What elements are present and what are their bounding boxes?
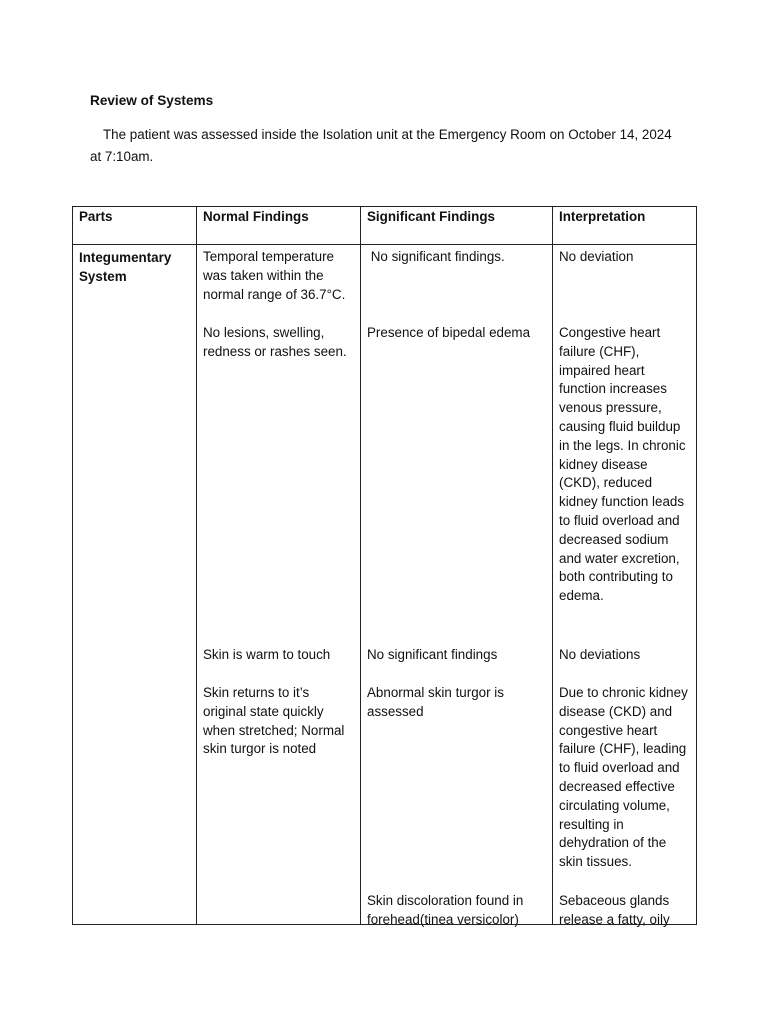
header-parts: Parts xyxy=(73,207,197,245)
normal-findings-cell xyxy=(197,245,361,925)
significant-finding: Skin discoloration found in forehead(tinea versicolor) xyxy=(367,893,528,927)
header-significant-findings: Significant Findings xyxy=(361,207,553,245)
parts-cell xyxy=(73,245,197,925)
intro-paragraph: The patient was assessed inside the Isolation unit at the Emergency Room on October 14, 2024 at 7:10am. xyxy=(90,127,672,164)
interpretation: No deviations xyxy=(559,647,641,662)
interpretation: Sebaceous glands release a fatty, oily xyxy=(559,893,673,927)
normal-finding: No lesions, swelling, redness or rashes seen. xyxy=(203,325,347,359)
normal-finding: Skin returns to it’s original state quickly when stretched; Normal skin turgor is noted xyxy=(203,685,349,757)
review-of-systems-table xyxy=(72,206,697,925)
significant-finding: No significant findings. xyxy=(367,249,505,264)
table-header-row xyxy=(73,207,697,245)
significant-finding: Presence of bipedal edema xyxy=(367,325,531,340)
significant-finding: Abnormal skin turgor is assessed xyxy=(367,685,508,719)
interpretation: Due to chronic kidney disease (CKD) and congestive heart failure (CHF), leading to fluid overload and decreased effective circulating volume, resulting in dehydration of the skin tissues. xyxy=(559,685,692,870)
table-row xyxy=(73,245,697,925)
significant-findings-cell xyxy=(361,245,553,925)
significant-finding: No significant findings xyxy=(367,647,498,662)
header-interpretation: Interpretation xyxy=(553,207,697,245)
part-name: Integumentary System xyxy=(79,250,172,284)
normal-finding: Temporal temperature was taken within the normal range of 36.7°C. xyxy=(203,249,346,302)
interpretation: No deviation xyxy=(559,249,634,264)
interpretation-cell xyxy=(553,245,697,925)
header-normal-findings: Normal Findings xyxy=(197,207,361,245)
normal-finding: Skin is warm to touch xyxy=(203,647,331,662)
interpretation: Congestive heart failure (CHF), impaired heart function increases venous pressure, causing fluid buildup in the legs. In chronic kidney disease (CKD), reduced kidney function leads to fluid overload and decreased sodium and water excretion, both contributing to edema. xyxy=(559,325,690,604)
section-heading: Review of Systems xyxy=(90,93,214,108)
